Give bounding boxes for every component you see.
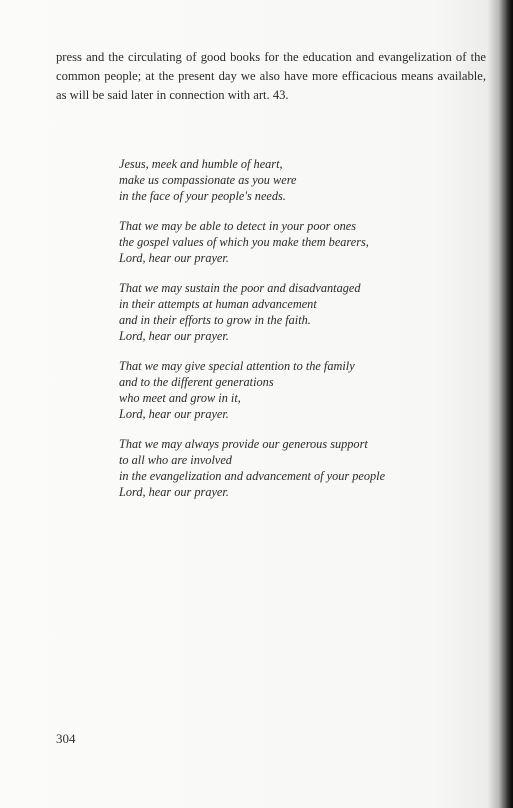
litany-line: the gospel values of which you make them bearers, (119, 235, 369, 249)
intro-paragraph: press and the circulating of good books for the education and evangelization of the common people; at the present day we also have more efficacious means available, as will be said later in connection with art. 43. (56, 50, 486, 102)
litany-line: and in their efforts to grow in the faith. (119, 313, 311, 327)
litany-line: That we may sustain the poor and disadvantaged (119, 281, 361, 295)
page-number: 304 (56, 731, 76, 746)
response-line: Lord, hear our prayer. (119, 329, 229, 343)
response-line: Lord, hear our prayer. (119, 407, 229, 421)
stanza (119, 156, 499, 204)
binding-shadow (499, 0, 513, 808)
response-line: Lord, hear our prayer. (119, 485, 229, 499)
stanza (119, 358, 499, 422)
litany (119, 156, 499, 514)
litany-line: who meet and grow in it, (119, 391, 241, 405)
litany-line: Jesus, meek and humble of heart, (119, 157, 283, 171)
litany-line: in their attempts at human advancement (119, 297, 317, 311)
litany-line: in the evangelization and advancement of your people (119, 469, 386, 483)
litany-line: That we may be able to detect in your poor ones (119, 219, 357, 233)
litany-line: and to the different generations (119, 375, 274, 389)
stanza (119, 280, 499, 344)
stanza (119, 218, 499, 266)
litany-line: make us compassionate as you were (119, 173, 297, 187)
litany-line: That we may give special attention to the family (119, 359, 355, 373)
litany-line: to all who are involved (119, 453, 232, 467)
response-line: Lord, hear our prayer. (119, 251, 229, 265)
litany-line: That we may always provide our generous support (119, 437, 368, 451)
stanza (119, 436, 499, 500)
litany-line: in the face of your people's needs. (119, 189, 286, 203)
